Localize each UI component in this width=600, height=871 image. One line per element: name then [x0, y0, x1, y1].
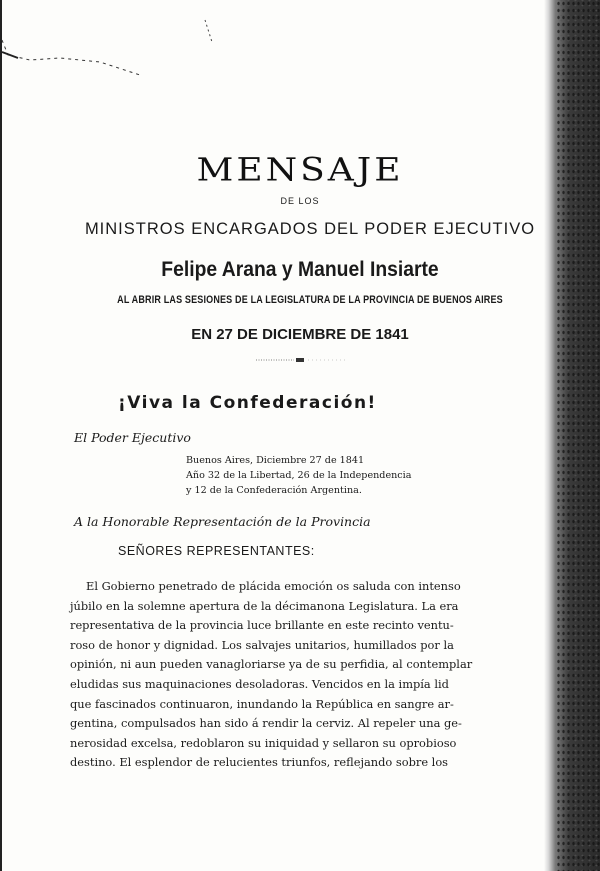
date-block-line: Buenos Aires, Diciembre 27 de 1841	[186, 455, 365, 466]
viva-heading: ¡Viva la Confederación!	[118, 393, 377, 413]
body-line: roso de honor y dignidad. Los salvajes unitarios, humillados por la	[70, 637, 454, 652]
ornament-rule	[256, 355, 346, 365]
document-subtitle-ministros: MINISTROS ENCARGADOS DEL PODER EJECUTIVO	[84, 220, 536, 238]
body-line: opinión, ni aun pueden vanagloriarse ya de su perfidia, al contemplar	[70, 657, 473, 672]
body-line: eludidas sus maquinaciones desoladoras. Vencidos en la impía lid	[70, 676, 449, 691]
body-line: nerosidad excelsa, redoblaron su iniquidad y sellaron su oprobioso	[70, 735, 457, 750]
body-line: representativa de la provincia luce brillante en este recinto ventu-	[70, 618, 454, 633]
document-subtitle-de: DE LOS	[280, 196, 320, 206]
recipient-line: A la Honorable Representación de la Provincia	[74, 514, 371, 529]
document-date-heading: EN 27 DE DICIEMBRE DE 1841	[191, 326, 409, 343]
body-line: destino. El esplendor de relucientes triunfos, reflejando sobre los	[70, 755, 449, 770]
page-right-speckle	[556, 0, 600, 871]
date-block-line: Año 32 de la Libertad, 26 de la Independencia	[186, 470, 412, 481]
sender-line: El Poder Ejecutivo	[74, 430, 191, 445]
document-authors: Felipe Arana y Manuel Insiarte	[161, 258, 439, 281]
body-line: El Gobierno penetrado de plácida emoción os saluda con intenso	[86, 579, 461, 593]
document-title: MENSAJE	[196, 152, 404, 189]
body-line: gentina, compulsados han sido á rendir la cerviz. Al repeler una ge-	[70, 716, 462, 731]
body-line: júbilo en la solemne apertura de la décimanona Legislatura. La era	[70, 598, 459, 613]
document-occasion: AL ABRIR LAS SESIONES DE LA LEGISLATURA DE LA PROVINCIA DE BUENOS AIRES	[117, 294, 503, 306]
date-block-line: y 12 de la Confederación Argentina.	[186, 485, 362, 496]
salutation: SEÑORES REPRESENTANTES:	[118, 544, 315, 558]
date-block	[186, 453, 411, 498]
page-left-edge	[0, 0, 2, 871]
scan-marks	[0, 0, 250, 90]
body-line: que fascinados continuaron, inundando la República en sangre ar-	[70, 696, 454, 711]
body-paragraph	[70, 577, 473, 773]
